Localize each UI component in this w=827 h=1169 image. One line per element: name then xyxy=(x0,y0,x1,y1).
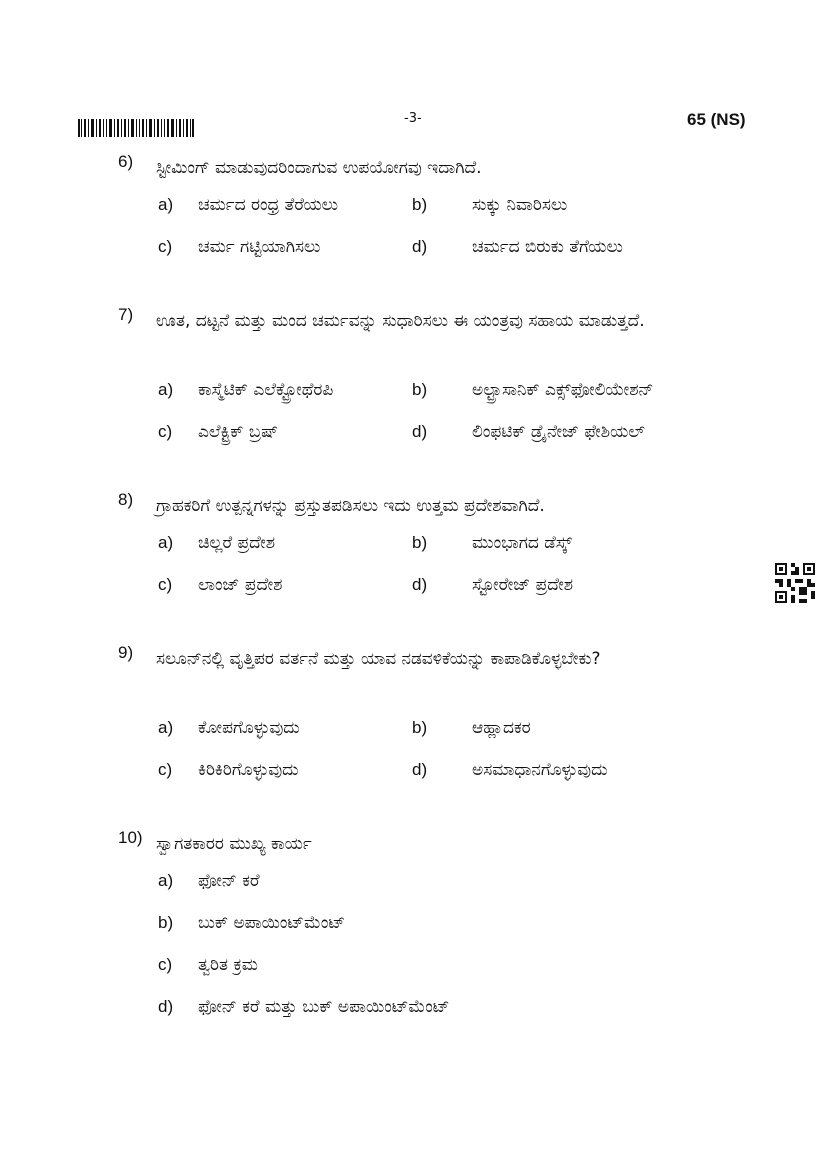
option-7a: a) ಕಾಸ್ಮೆಟಿಕ್ ಎಲೆಕ್ಟ್ರೋಥೆರಪಿ xyxy=(158,380,334,400)
question-number: 8) xyxy=(118,490,134,509)
option-10b: b) ಬುಕ್ ಅಪಾಯಿಂಟ್‌ಮೆಂಟ್ xyxy=(158,913,346,933)
page-number: -3- xyxy=(404,111,422,126)
question-6 xyxy=(118,152,754,185)
paper-code: 65 (NS) xyxy=(687,110,746,129)
option-6d: d) ಚರ್ಮದ ಬಿರುಕು ತೆಗೆಯಲು xyxy=(412,237,623,257)
option-7c: c) ಎಲೆಕ್ಟ್ರಿಕ್ ಬ್ರಷ್ xyxy=(158,422,279,442)
option-9c: c) ಕಿರಿಕಿರಿಗೊಳ್ಳುವುದು xyxy=(158,760,299,780)
question-9 xyxy=(118,643,754,676)
option-8c: c) ಲಾಂಜ್ ಪ್ರದೇಶ xyxy=(158,575,283,595)
question-text: ಸ್ಟೀಮಿಂಗ್ ಮಾಡುವುದರಿಂದಾಗುವ ಉಪಯೋಗವು ಇದಾಗಿದೆ. xyxy=(156,158,482,178)
question-number: 7) xyxy=(118,305,134,324)
option-8a: a) ಚಿಲ್ಲರೆ ಪ್ರದೇಶ xyxy=(158,533,276,553)
question-number: 6) xyxy=(118,152,134,171)
option-10d: d) ಫೋನ್ ಕರೆ ಮತ್ತು ಬುಕ್ ಅಪಾಯಿಂಟ್‌ಮೆಂಟ್ xyxy=(158,997,450,1017)
option-8d: d) ಸ್ಟೋರೇಜ್ ಪ್ರದೇಶ xyxy=(412,575,574,595)
question-text: ಸ್ವಾಗತಕಾರರ ಮುಖ್ಯ ಕಾರ್ಯ xyxy=(156,834,312,854)
option-10a: a) ಫೋನ್ ಕರೆ xyxy=(158,871,260,891)
question-text: ಊತ, ದಟ್ಟನೆ ಮತ್ತು ಮಂದ ಚರ್ಮವನ್ನು ಸುಧಾರಿಸಲು ಈ ಯಂತ್ರವು ಸಹಾಯ ಮಾಡುತ್ತದೆ. xyxy=(156,311,645,331)
barcode-image xyxy=(78,119,194,137)
question-text: ಗ್ರಾಹಕರಿಗೆ ಉತ್ಪನ್ನಗಳನ್ನು ಪ್ರಸ್ತುತಪಡಿಸಲು ಇದು ಉತ್ತಮ ಪ್ರದೇಶವಾಗಿದೆ. xyxy=(156,496,545,516)
option-8b: b) ಮುಂಭಾಗದ ಡೆಸ್ಕ್ xyxy=(412,533,572,553)
option-9d: d) ಅಸಮಾಧಾನಗೊಳ್ಳುವುದು xyxy=(412,760,608,780)
option-6c: c) ಚರ್ಮ ಗಟ್ಟಿಯಾಗಿಸಲು xyxy=(158,237,321,257)
question-7 xyxy=(118,305,754,338)
question-10 xyxy=(118,828,754,861)
qr-code-image xyxy=(775,563,815,603)
option-6b: b) ಸುಕ್ಕು ನಿವಾರಿಸಲು xyxy=(412,195,568,215)
question-text: ಸಲೂನ್‌ನಲ್ಲಿ ವೃತ್ತಿಪರ ವರ್ತನೆ ಮತ್ತು ಯಾವ ನಡವಳಿಕೆಯನ್ನು ಕಾಪಾಡಿಕೊಳ್ಳಬೇಕು? xyxy=(156,649,601,669)
option-10c: c) ತ್ವರಿತ ಕ್ರಮ xyxy=(158,955,258,975)
question-number: 10) xyxy=(118,828,143,847)
option-7d: d) ಲಿಂಫಟಿಕ್ ಡ್ರೈನೇಜ್ ಫೇಶಿಯಲ್ xyxy=(412,422,645,442)
option-9b: b) ಆಹ್ಲಾದಕರ xyxy=(412,718,531,738)
question-8 xyxy=(118,490,754,523)
option-9a: a) ಕೋಪಗೊಳ್ಳುವುದು xyxy=(158,718,300,738)
option-6a: a) ಚರ್ಮದ ರಂಧ್ರ ತೆರೆಯಲು xyxy=(158,195,339,215)
option-7b: b) ಅಲ್ಟ್ರಾಸಾನಿಕ್ ಎಕ್ಸ್‌ಫೋಲಿಯೇಶನ್ xyxy=(412,380,654,400)
question-number: 9) xyxy=(118,643,134,662)
